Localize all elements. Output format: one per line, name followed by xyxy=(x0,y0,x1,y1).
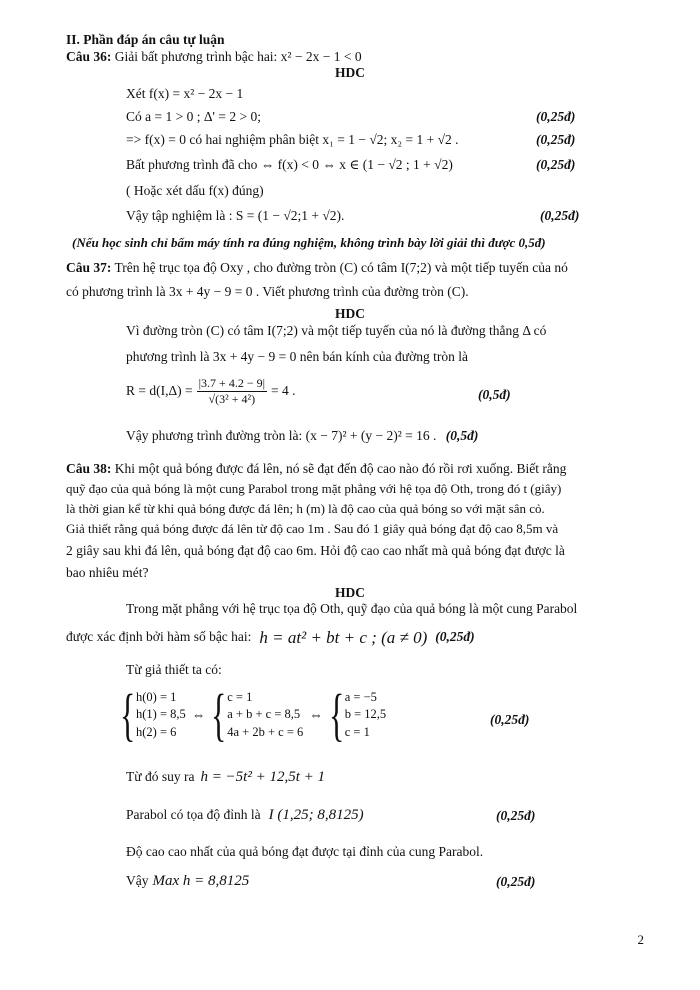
q38-system-2 xyxy=(227,690,303,741)
q36-statement xyxy=(66,49,700,66)
q36-text: Giải bất phương trình bậc hai: x² − 2x − 1 < 0 xyxy=(114,49,362,64)
q36-score-4: (0,25đ) xyxy=(540,208,580,223)
q38-sol-5 xyxy=(126,806,700,825)
q38-system-1-row: h(0) = 1 xyxy=(136,689,177,704)
q38-system xyxy=(120,682,387,747)
q36-line-2: Có a = 1 > 0 ; Δ' = 2 > 0; xyxy=(126,109,261,124)
q37-radius-lhs: R = d(I,Δ) = xyxy=(126,383,193,399)
q38-text-4: Giả thiết rằng quả bóng được đá lên từ độ cao 1m . Sau đó 1 giây quả bóng đạt độ cao 8,5m và xyxy=(66,521,559,536)
q38-system-3-row: b = 12,5 xyxy=(344,707,387,722)
q36-hdc: HDC xyxy=(335,65,365,80)
q38-sol-2 xyxy=(66,627,700,648)
q38-label: Câu 38: xyxy=(66,461,112,476)
q38-sol-4 xyxy=(126,768,700,787)
q38-system-1-row: h(1) = 8,5 xyxy=(136,707,186,722)
q37-statement-1 xyxy=(66,260,700,277)
q38-score-4: (0,25đ) xyxy=(496,874,536,889)
q38-score-2: (0,25đ) xyxy=(490,712,530,727)
q38-system-1 xyxy=(136,690,186,741)
q37-line-2: phương trình là 3x + 4y − 9 = 0 nên bán kính của đường tròn là xyxy=(126,349,468,364)
q38-text-2: quỹ đạo của quả bóng là một cung Parabol trong mặt phẳng với hệ tọa độ Oth, trong đó t (giây) xyxy=(66,481,562,496)
q36-line-5: ( Hoặc xét dấu f(x) đúng) xyxy=(126,183,264,198)
q38-sol-6: Độ cao cao nhất của quả bóng đạt được tại đỉnh của cung Parabol. xyxy=(126,844,484,859)
q38-sol-7 xyxy=(126,872,700,891)
q38-sol-2-text: được xác định bởi hàm số bậc hai: xyxy=(66,629,252,645)
q38-system-3-row: a = −5 xyxy=(344,689,377,704)
q37-fraction-denominator: √(3² + 4²) xyxy=(208,392,256,406)
q37-score-2: (0,5đ) xyxy=(445,428,479,443)
q38-sol-3: Từ giả thiết ta có: xyxy=(126,662,222,677)
q38-text-line-1: Khi một quả bóng được đá lên, nó sẽ đạt đến độ cao nào đó rồi rơi xuống. Biết rằng xyxy=(114,461,567,476)
page-number: 2 xyxy=(637,932,644,947)
q38-score-1: (0,25đ) xyxy=(435,629,475,645)
q37-score-1: (0,5đ) xyxy=(478,387,511,402)
q36-line-6: Vậy tập nghiệm là : S = (1 − √2;1 + √2). xyxy=(126,208,345,223)
q38-text-1 xyxy=(66,461,700,478)
q38-hdc: HDC xyxy=(335,585,365,600)
q37-fraction xyxy=(197,376,267,407)
q38-max-height: Max h = 8,8125 xyxy=(152,873,250,889)
q36-score-2: (0,25đ) xyxy=(536,132,576,147)
q37-label: Câu 37: xyxy=(66,260,112,275)
q38-text-6: bao nhiêu mét? xyxy=(66,565,149,580)
q38-system-2-row: 4a + 2b + c = 6 xyxy=(227,724,304,739)
q38-system-3-row: c = 1 xyxy=(344,724,370,739)
q36-line-4: Bất phương trình đã cho ⇔ f(x) < 0 ⇔ x ∈ (1 − √2 ; 1 + √2) xyxy=(126,157,453,172)
q36-score-1: (0,25đ) xyxy=(536,109,576,124)
q37-fraction-numerator: |3.7 + 4.2 − 9| xyxy=(198,376,265,390)
q38-brace-3: { xyxy=(328,682,345,747)
q37-radius-formula xyxy=(126,376,700,407)
q38-system-1-row: h(2) = 6 xyxy=(136,724,177,739)
q37-text-1: Trên hệ trục tọa độ Oxy , cho đường tròn (C) có tâm I(7;2) và một tiếp tuyến của nó xyxy=(114,260,568,275)
q38-quadratic: h = at² + bt + c ; (a ≠ 0) xyxy=(259,628,428,647)
q37-hdc: HDC xyxy=(335,306,365,321)
q37-statement-2: có phương trình là 3x + 4y − 9 = 0 . Viết phương trình của đường tròn (C). xyxy=(66,284,469,299)
q37-radius-result: = 4 . xyxy=(271,383,296,399)
q36-label: Câu 36: xyxy=(66,49,112,64)
q38-text-3: là thời gian kể từ khi quả bóng được đá lên; h (m) là độ cao của quả bóng so với mặt sân cỏ. xyxy=(66,501,545,516)
q38-vertex: I (1,25; 8,8125) xyxy=(268,807,364,823)
q38-brace-1: { xyxy=(120,682,136,747)
q38-system-2-row: c = 1 xyxy=(227,689,253,704)
q38-system-2-row: a + b + c = 8,5 xyxy=(227,707,301,722)
q38-equiv-1: ⇔ xyxy=(191,706,206,722)
q38-sol-1: Trong mặt phẳng với hệ trục tọa độ Oth, quỹ đạo của quả bóng là một cung Parabol xyxy=(126,601,578,616)
q38-text-5: 2 giây sau khi đá lên, quả bóng đạt độ cao 6m. Hỏi độ cao cao nhất mà quả bóng đạt được là xyxy=(66,543,565,558)
q36-line-3: => f(x) = 0 có hai nghiệm phân biệt x₁ = 1 − √2; x₂ = 1 + √2 . xyxy=(126,132,459,147)
q37-conclusion: Vậy phương trình đường tròn là: (x − 7)² + (y − 2)² = 16 . xyxy=(126,428,437,443)
q36-score-3: (0,25đ) xyxy=(536,157,576,172)
q37-line-1: Vì đường tròn (C) có tâm I(7;2) và một tiếp tuyến của nó là đường thẳng Δ có xyxy=(126,323,547,338)
q38-equiv-2: ⇔ xyxy=(309,706,323,722)
q38-system-3 xyxy=(345,690,386,741)
q38-sol-5-text: Parabol có tọa độ đỉnh là xyxy=(126,806,261,822)
q38-score-3: (0,25đ) xyxy=(496,808,536,823)
q38-sol-7-text: Vậy xyxy=(126,872,149,888)
q38-result-function: h = −5t² + 12,5t + 1 xyxy=(200,769,326,785)
section-title: II. Phần đáp án câu tự luận xyxy=(66,32,225,47)
q37-line-conclusion xyxy=(126,428,700,445)
q38-sol-4-text: Từ đó suy ra xyxy=(126,768,195,784)
q36-note: (Nếu học sinh chỉ bấm máy tính ra đúng nghiệm, không trình bày lời giải thì được 0,5đ) xyxy=(72,235,546,250)
q36-line-1: Xét f(x) = x² − 2x − 1 xyxy=(126,86,244,101)
q38-brace-2: { xyxy=(211,682,227,747)
